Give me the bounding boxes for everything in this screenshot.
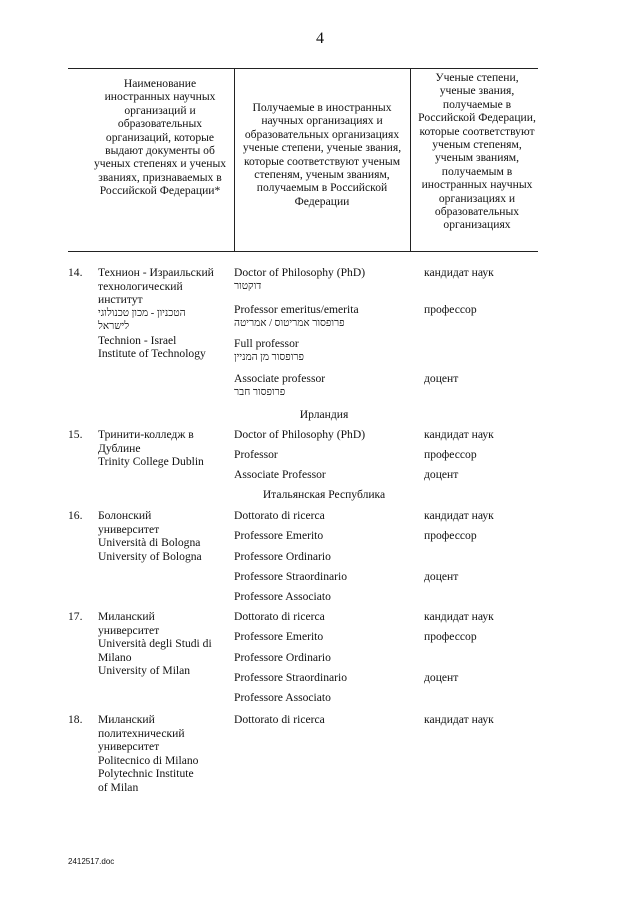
foreign-degree — [234, 610, 420, 624]
organization-name-line: Technion - Israel — [98, 333, 177, 347]
organization-name-line: Università degli Studi di — [98, 637, 212, 650]
organization-name-line: University of Bologna — [98, 549, 202, 563]
foreign-degree — [234, 550, 420, 564]
footer-filename: 2412517.doc — [68, 857, 115, 866]
organization-name-hebrew: הטכניון - מכון טכנולוגי — [98, 307, 186, 319]
russian-degree: профессор — [424, 630, 477, 643]
organization-name — [98, 266, 230, 361]
country-heading: Ирландия — [299, 408, 349, 421]
foreign-degree-title: Dottorato di ricerca — [234, 509, 325, 522]
foreign-degree — [234, 630, 420, 644]
foreign-degree — [234, 529, 420, 543]
foreign-degree — [234, 372, 420, 399]
foreign-degree-hebrew: פרופסור אמריטוס / אמריטה — [234, 317, 345, 329]
foreign-degree-title: Professore Ordinario — [234, 550, 331, 563]
foreign-degree-title: Professore Associato — [234, 590, 331, 603]
column-divider — [410, 69, 411, 251]
organization-name-line: Миланский — [98, 713, 155, 726]
russian-degree: профессор — [424, 448, 477, 461]
organization-name-line: политехнический — [98, 726, 185, 740]
organization-name-line: университет — [98, 623, 160, 637]
organization-name-line: университет — [98, 522, 160, 536]
foreign-degree — [234, 428, 420, 442]
foreign-degree-title: Full professor — [234, 337, 299, 350]
russian-degree: доцент — [424, 570, 459, 583]
foreign-degree — [234, 713, 420, 727]
russian-degree: кандидат наук — [424, 266, 494, 279]
foreign-degree-title: Professor emeritus/emerita — [234, 303, 359, 316]
row-number: 16. — [68, 509, 83, 522]
russian-degree: кандидат наук — [424, 713, 494, 726]
foreign-degree-title: Dottorato di ricerca — [234, 610, 325, 623]
organization-name-line: Trinity College Dublin — [98, 455, 204, 468]
table-header — [68, 68, 538, 252]
organization-name-line: Milano — [98, 650, 132, 664]
organization-name-line: Миланский — [98, 610, 155, 623]
foreign-degree — [234, 303, 420, 330]
organization-name-line: Politecnico di Milano — [98, 753, 199, 767]
organization-name-line: Università di Bologna — [98, 536, 201, 549]
row-number: 18. — [68, 713, 83, 726]
russian-degree: кандидат наук — [424, 428, 494, 441]
foreign-degree-title: Doctor of Philosophy (PhD) — [234, 266, 366, 279]
organization-name — [98, 713, 230, 794]
foreign-degree — [234, 337, 420, 364]
foreign-degree-title: Associate Professor — [234, 468, 326, 481]
foreign-degree-hebrew: דוקטור — [234, 280, 262, 292]
foreign-degree-title: Professor — [234, 448, 278, 461]
russian-degree: кандидат наук — [424, 610, 494, 623]
organization-name — [98, 428, 230, 469]
foreign-degree-title: Doctor of Philosophy (PhD) — [234, 428, 366, 441]
organization-name-line: технологический — [98, 279, 183, 293]
foreign-degree-title: Associate professor — [234, 372, 326, 385]
organization-name-line: Болонский — [98, 509, 152, 522]
russian-degree: доцент — [424, 468, 459, 481]
organization-name-line: University of Milan — [98, 664, 191, 677]
header-organization: Наименование иностранных научных организаций и образовательных организаций, которые выдают документы об ученых степенях и ученых званиях, признаваемых в Российской Федерации* — [93, 77, 227, 198]
foreign-degree — [234, 570, 420, 584]
column-divider — [234, 69, 235, 251]
foreign-degree-title: Professore Emerito — [234, 529, 324, 542]
organization-name-line: Institute of Technology — [98, 347, 206, 360]
organization-name-line: институт — [98, 293, 143, 306]
organization-name-line: университет — [98, 740, 160, 753]
header-foreign-degrees: Получаемые в иностранных научных организациях и образовательных организациях ученые степени, ученые звания, которые соответствуют ученым степеням, ученым званиям, получаемым в Российской Федерации — [242, 101, 402, 208]
foreign-degree — [234, 590, 420, 604]
header-russian-degrees: Ученые степени, ученые звания, получаемые в Российской Федерации, которые соответствуют ученым степеням, ученым званиям, получаемым в иностранных научных организациях и образовательных организациях — [418, 71, 536, 232]
russian-degree: кандидат наук — [424, 509, 494, 522]
foreign-degree — [234, 671, 420, 685]
organization-name — [98, 610, 230, 678]
organization-name-line: Технион - Израильский — [98, 266, 214, 279]
organization-name-line: Дублине — [98, 441, 141, 455]
organization-name-hebrew: לישראל — [98, 321, 130, 332]
foreign-degree — [234, 468, 420, 482]
organization-name-line: Polytechnic Institute — [98, 767, 194, 780]
page-number: 4 — [316, 30, 324, 47]
row-number: 17. — [68, 610, 83, 623]
foreign-degree-hebrew: פרופסור חבר — [234, 386, 286, 398]
russian-degree: доцент — [424, 372, 459, 385]
foreign-degree — [234, 266, 420, 293]
russian-degree: доцент — [424, 671, 459, 684]
foreign-degree-title: Professore Ordinario — [234, 651, 331, 664]
foreign-degree — [234, 691, 420, 705]
foreign-degree-title: Professore Emerito — [234, 630, 324, 643]
row-number: 15. — [68, 428, 83, 441]
foreign-degree-title: Professore Straordinario — [234, 671, 348, 684]
foreign-degree-title: Professore Associato — [234, 691, 331, 704]
foreign-degree-title: Professore Straordinario — [234, 570, 348, 583]
foreign-degree — [234, 509, 420, 523]
russian-degree: профессор — [424, 303, 477, 316]
foreign-degree-title: Dottorato di ricerca — [234, 713, 325, 726]
foreign-degree — [234, 651, 420, 665]
organization-name — [98, 509, 230, 563]
organization-name-line: Тринити-колледж в — [98, 428, 194, 441]
russian-degree: профессор — [424, 529, 477, 542]
foreign-degree-hebrew: פרופסור מן המניין — [234, 351, 304, 363]
country-heading: Итальянская Республика — [262, 488, 386, 501]
organization-name-line: of Milan — [98, 780, 139, 794]
foreign-degree — [234, 448, 420, 462]
row-number: 14. — [68, 266, 83, 279]
